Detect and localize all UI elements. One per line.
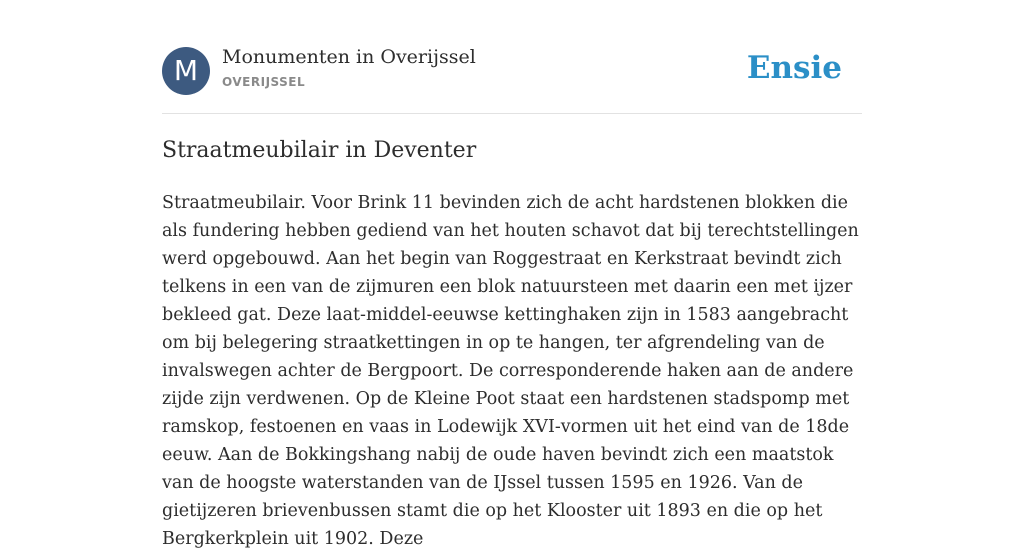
article-body: Straatmeubilair. Voor Brink 11 bevinden zich de acht hardstenen blokken die als fundering hebben gediend van het houten schavot dat bij terechtstellingen werd opgebouwd. Aan het begin van Roggestraat en Kerkstraat bevindt zich telkens in een van de zijmuren een blok natuursteen met daarin een met ijzer bekleed gat. Deze laat-middel-eeuwse kettinghaken zijn in 1583 aangebracht om bij belegering straatkettingen in op te hangen, ter afgrendeling van de invalswegen achter de Bergpoort. De corresponderende haken aan de andere zijde zijn verdwenen. Op de Kleine Poot staat een hardstenen stadspomp met ramskop, festoenen en vaas in Lodewijk XVI-vormen uit het eind van de 18de eeuw. Aan de Bokkingshang nabij de oude haven bevindt zich een maatstok van de hoogste waterstanden van de IJssel tussen 1595 en 1926. Van de gietijzeren brievenbussen stamt die op het Klooster uit 1893 en die op het Bergkerkplein uit 1902. Deze — [162, 193, 859, 549]
site-subtitle[interactable]: OVERIJSSEL — [222, 75, 306, 89]
site-title[interactable]: Monumenten in Overijssel — [222, 46, 476, 68]
ensie-logo[interactable]: Ensie — [746, 50, 842, 86]
header-divider — [162, 113, 862, 114]
article-title: Straatmeubilair in Deventer — [162, 138, 477, 163]
site-header — [162, 46, 862, 96]
avatar[interactable]: M — [162, 47, 210, 95]
